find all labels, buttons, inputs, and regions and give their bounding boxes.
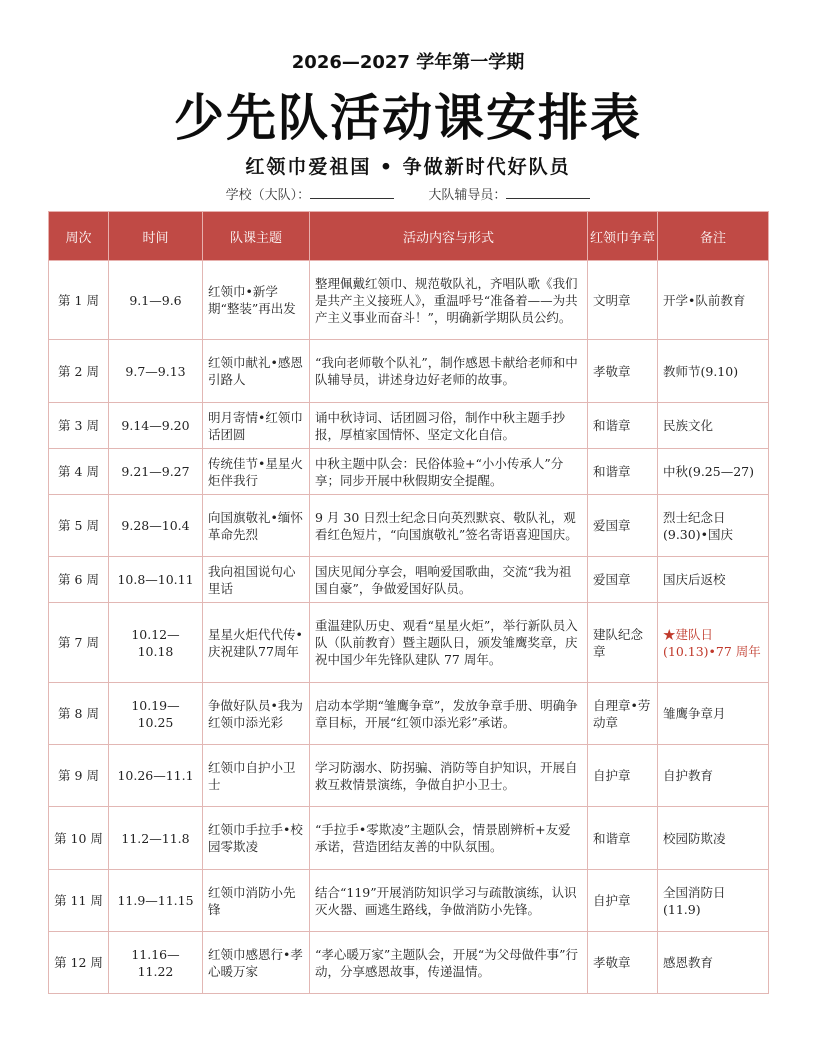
week-cell: 第 2 周 bbox=[49, 340, 109, 403]
badge-cell: 自理章•劳动章 bbox=[588, 683, 658, 745]
col-header-content: 活动内容与形式 bbox=[310, 212, 588, 261]
theme-cell: 星星火炬代代传•庆祝建队77周年 bbox=[203, 603, 310, 683]
week-cell: 第 4 周 bbox=[49, 449, 109, 495]
theme-cell: 向国旗敬礼•缅怀革命先烈 bbox=[203, 495, 310, 557]
badge-cell: 文明章 bbox=[588, 261, 658, 340]
note-cell: 雏鹰争章月 bbox=[658, 683, 769, 745]
page-title: 少先队活动课安排表 bbox=[174, 89, 642, 147]
note-cell-highlight: ★建队日(10.13)•77 周年 bbox=[658, 603, 769, 683]
badge-cell: 建队纪念章 bbox=[588, 603, 658, 683]
week-cell: 第 3 周 bbox=[49, 403, 109, 449]
table-row bbox=[49, 340, 769, 403]
table-header-row bbox=[49, 212, 769, 261]
content-cell: 9 月 30 日烈士纪念日向英烈默哀、敬队礼，观看红色短片，“向国旗敬礼”签名寄语喜迎国庆。 bbox=[310, 495, 588, 557]
note-cell: 校园防欺凌 bbox=[658, 807, 769, 870]
table-row bbox=[49, 557, 769, 603]
week-cell: 第 6 周 bbox=[49, 557, 109, 603]
note-cell: 烈士纪念日(9.30)•国庆 bbox=[658, 495, 769, 557]
badge-cell: 和谐章 bbox=[588, 807, 658, 870]
badge-cell: 孝敬章 bbox=[588, 340, 658, 403]
school-label: 学校（大队）： bbox=[225, 188, 311, 203]
table-row bbox=[49, 603, 769, 683]
theme-cell: 我向祖国说句心里话 bbox=[203, 557, 310, 603]
week-cell: 第 8 周 bbox=[49, 683, 109, 745]
note-cell: 全国消防日(11.9) bbox=[658, 870, 769, 932]
time-cell: 11.9—11.15 bbox=[109, 870, 203, 932]
content-cell: 结合“119”开展消防知识学习与疏散演练，认识灭火器、画逃生路线，争做消防小先锋。 bbox=[310, 870, 588, 932]
note-cell: 民族文化 bbox=[658, 403, 769, 449]
theme-cell: 红领巾自护小卫士 bbox=[203, 745, 310, 807]
col-header-note: 备注 bbox=[658, 212, 769, 261]
note-cell: 教师节(9.10) bbox=[658, 340, 769, 403]
content-cell: 启动本学期“雏鹰争章”，发放争章手册、明确争章目标，开展“红领巾添光彩”承诺。 bbox=[310, 683, 588, 745]
theme-cell: 明月寄情•红领巾话团圆 bbox=[203, 403, 310, 449]
week-cell: 第 7 周 bbox=[49, 603, 109, 683]
note-cell: 自护教育 bbox=[658, 745, 769, 807]
content-cell: “手拉手•零欺凌”主题队会，情景剧辨析+友爱承诺，营造团结友善的中队氛围。 bbox=[310, 807, 588, 870]
table-row bbox=[49, 932, 769, 994]
table-row bbox=[49, 261, 769, 340]
week-cell: 第 12 周 bbox=[49, 932, 109, 994]
content-cell: 整理佩戴红领巾、规范敬队礼，齐唱队歌《我们是共产主义接班人》，重温呼号“准备着——为共产主义事业而奋斗！”，明确新学期队员公约。 bbox=[310, 261, 588, 340]
time-cell: 9.28—10.4 bbox=[109, 495, 203, 557]
school-blank[interactable] bbox=[310, 186, 394, 199]
col-header-week: 周次 bbox=[49, 212, 109, 261]
content-cell: “孝心暖万家”主题队会，开展“为父母做件事”行动，分享感恩故事，传递温情。 bbox=[310, 932, 588, 994]
theme-cell: 红领巾•新学期“整装”再出发 bbox=[203, 261, 310, 340]
badge-cell: 爱国章 bbox=[588, 495, 658, 557]
col-header-time: 时间 bbox=[109, 212, 203, 261]
week-cell: 第 9 周 bbox=[49, 745, 109, 807]
schedule-table bbox=[48, 211, 769, 994]
time-cell: 9.14—9.20 bbox=[109, 403, 203, 449]
time-cell: 11.16—11.22 bbox=[109, 932, 203, 994]
time-cell: 9.7—9.13 bbox=[109, 340, 203, 403]
table-row bbox=[49, 495, 769, 557]
note-cell: 开学•队前教育 bbox=[658, 261, 769, 340]
theme-cell: 传统佳节•星星火炬伴我行 bbox=[203, 449, 310, 495]
theme-cell: 争做好队员•我为红领巾添光彩 bbox=[203, 683, 310, 745]
badge-cell: 爱国章 bbox=[588, 557, 658, 603]
table-row bbox=[49, 807, 769, 870]
col-header-badge: 红领巾争章 bbox=[588, 212, 658, 261]
time-cell: 10.8—10.11 bbox=[109, 557, 203, 603]
badge-cell: 孝敬章 bbox=[588, 932, 658, 994]
content-cell: 重温建队历史、观看“星星火炬”，举行新队员入队（队前教育）暨主题队日，颁发雏鹰奖章，庆祝中国少年先锋队建队 77 周年。 bbox=[310, 603, 588, 683]
table-row bbox=[49, 683, 769, 745]
note-cell: 国庆后返校 bbox=[658, 557, 769, 603]
col-header-theme: 队课主题 bbox=[203, 212, 310, 261]
semester-label: 2026—2027 学年第一学期 bbox=[291, 52, 525, 73]
content-cell: 诵中秋诗词、话团圆习俗，制作中秋主题手抄报，厚植家国情怀、坚定文化自信。 bbox=[310, 403, 588, 449]
counselor-blank[interactable] bbox=[506, 186, 590, 199]
note-cell: 中秋(9.25—27) bbox=[658, 449, 769, 495]
theme-cell: 红领巾手拉手•校园零欺凌 bbox=[203, 807, 310, 870]
slogan: 红领巾爱祖国 • 争做新时代好队员 bbox=[245, 156, 571, 178]
badge-cell: 和谐章 bbox=[588, 449, 658, 495]
content-cell: 学习防溺水、防拐骗、消防等自护知识，开展自救互救情景演练，争做自护小卫士。 bbox=[310, 745, 588, 807]
content-cell: 国庆见闻分享会，唱响爱国歌曲，交流“我为祖国自豪”，争做爱国好队员。 bbox=[310, 557, 588, 603]
badge-cell: 和谐章 bbox=[588, 403, 658, 449]
time-cell: 9.1—9.6 bbox=[109, 261, 203, 340]
time-cell: 9.21—9.27 bbox=[109, 449, 203, 495]
theme-cell: 红领巾消防小先锋 bbox=[203, 870, 310, 932]
time-cell: 11.2—11.8 bbox=[109, 807, 203, 870]
week-cell: 第 1 周 bbox=[49, 261, 109, 340]
note-cell: 感恩教育 bbox=[658, 932, 769, 994]
week-cell: 第 10 周 bbox=[49, 807, 109, 870]
table-row bbox=[49, 870, 769, 932]
content-cell: 中秋主题中队会：民俗体验+“小小传承人”分享；同步开展中秋假期安全提醒。 bbox=[310, 449, 588, 495]
theme-cell: 红领巾感恩行•孝心暖万家 bbox=[203, 932, 310, 994]
content-cell: “我向老师敬个队礼”，制作感恩卡献给老师和中队辅导员，讲述身边好老师的故事。 bbox=[310, 340, 588, 403]
table-row bbox=[49, 745, 769, 807]
time-cell: 10.26—11.1 bbox=[109, 745, 203, 807]
week-cell: 第 11 周 bbox=[49, 870, 109, 932]
time-cell: 10.19—10.25 bbox=[109, 683, 203, 745]
badge-cell: 自护章 bbox=[588, 870, 658, 932]
week-cell: 第 5 周 bbox=[49, 495, 109, 557]
counselor-label: 大队辅导员： bbox=[428, 188, 507, 203]
badge-cell: 自护章 bbox=[588, 745, 658, 807]
table-row bbox=[49, 449, 769, 495]
table-row bbox=[49, 403, 769, 449]
theme-cell: 红领巾献礼•感恩引路人 bbox=[203, 340, 310, 403]
time-cell: 10.12—10.18 bbox=[109, 603, 203, 683]
form-fields bbox=[0, 184, 816, 203]
